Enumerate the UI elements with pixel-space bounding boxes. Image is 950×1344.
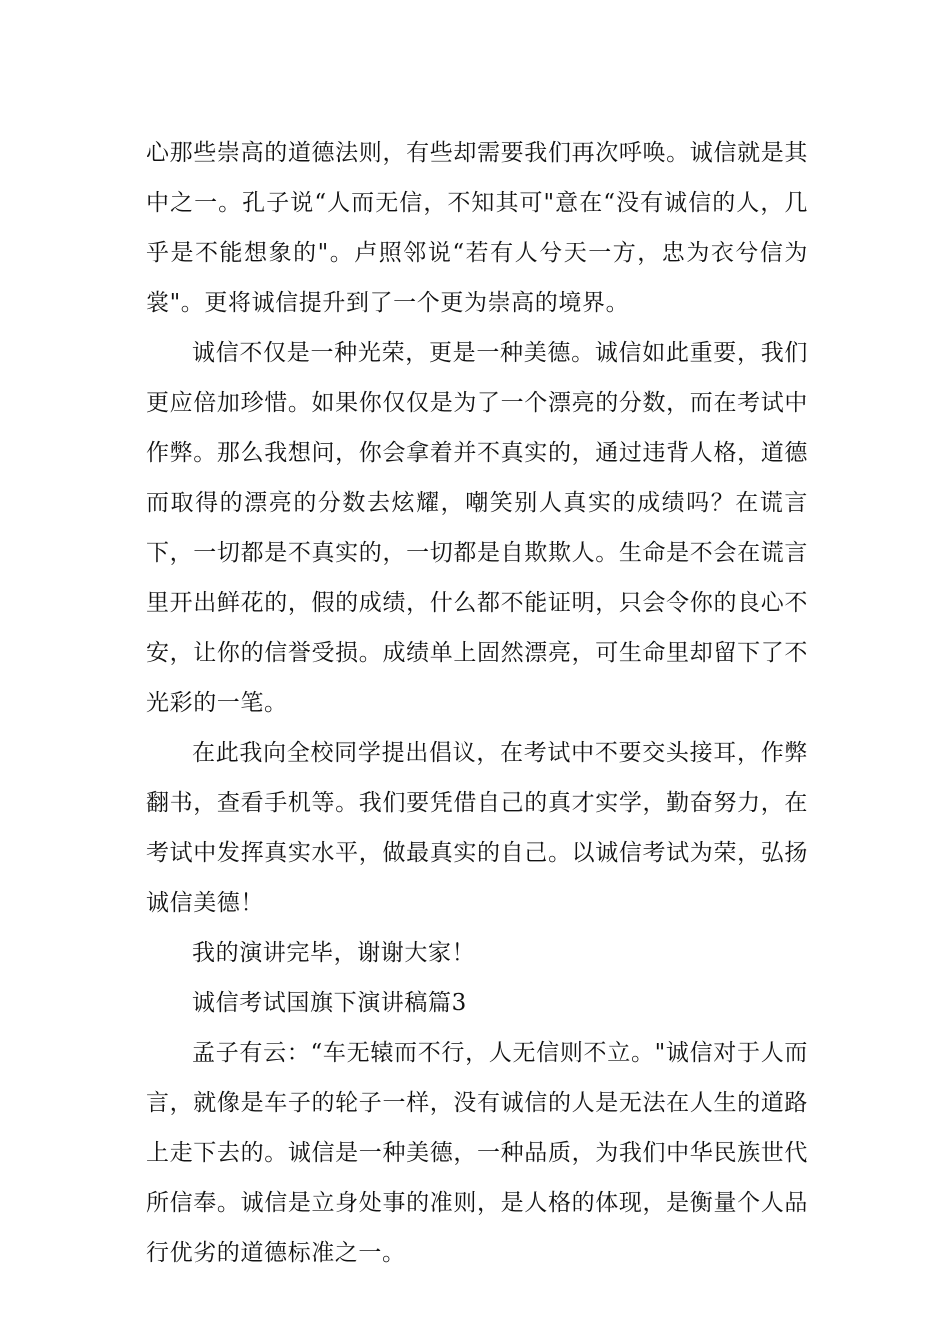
- paragraph-honesty-virtue: 诚信不仅是一种光荣，更是一种美德。诚信如此重要，我们更应倍加珍惜。如果你仅仅是为了一个漂亮的分数，而在考试中作弊。那么我想问，你会拿着并不真实的，通过违背人格，道德而取得的漂亮的分数去炫耀，嘲笑别人真实的成绩吗？在谎言下，一切都是不真实的，一切都是自欺欺人。生命是不会在谎言里开出鲜花的，假的成绩，什么都不能证明，只会令你的良心不安，让你的信誉受损。成绩单上固然漂亮，可生命里却留下了不光彩的一笔。: [146, 340, 808, 716]
- section-heading: 诚信考试国旗下演讲稿篇3: [192, 990, 467, 1016]
- paragraph-mencius: 孟子有云：“车无辕而不行，人无信则不立。"诚信对于人而言，就像是车子的轮子一样，没有诚信的人是无法在人生的道路上走下去的。诚信是一种美德，一种品质，为我们中华民族世代所信奉。诚信是立身处事的准则，是人格的体现，是衡量个人品行优劣的道德标准之一。: [146, 1040, 808, 1266]
- paragraph-continuation: 心那些崇高的道德法则，有些却需要我们再次呼唤。诚信就是其中之一。孔子说“人而无信，不知其可"意在“没有诚信的人，几乎是不能想象的"。卢照邻说“若有人兮天一方，忠为衣兮信为裳"。更将诚信提升到了一个更为崇高的境界。: [146, 140, 808, 316]
- paragraph-closing: 我的演讲完毕，谢谢大家！: [192, 940, 476, 966]
- document-body: [146, 128, 808, 1278]
- paragraph-proposal: 在此我向全校同学提出倡议，在考试中不要交头接耳，作弊翻书，查看手机等。我们要凭借自己的真才实学，勤奋努力，在考试中发挥真实水平，做最真实的自己。以诚信考试为荣，弘扬诚信美德！: [146, 740, 808, 916]
